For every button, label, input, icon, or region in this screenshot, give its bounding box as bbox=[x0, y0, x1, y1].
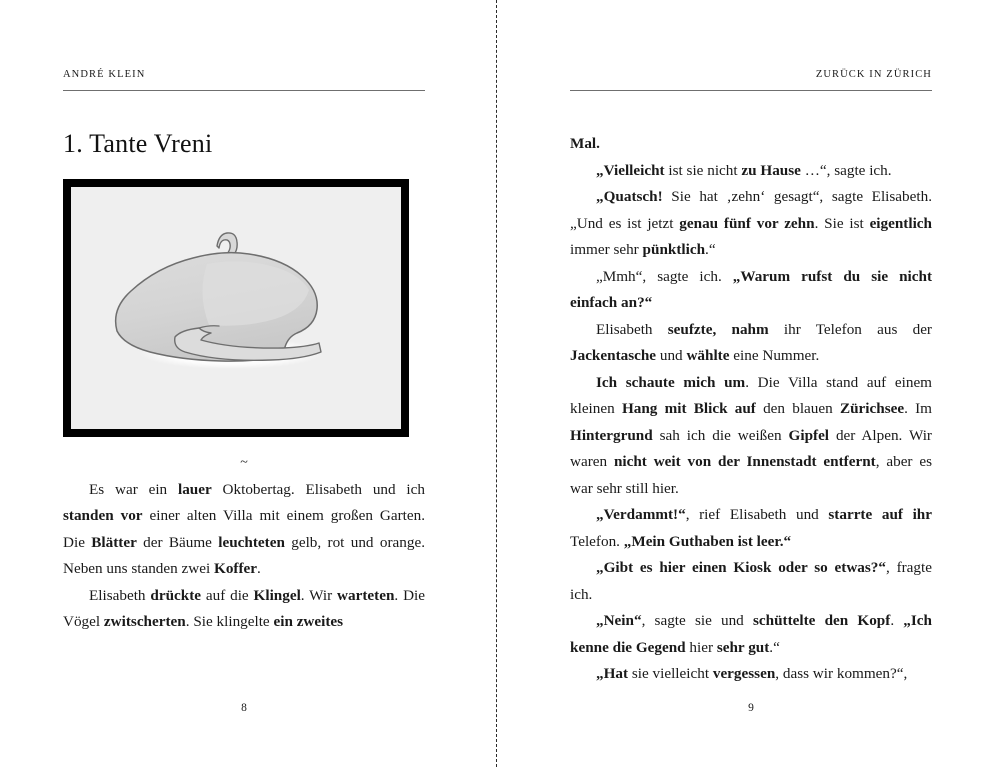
emphasized-text: Ich schaute mich um bbox=[596, 373, 746, 391]
plain-text: …“, sagte ich. bbox=[800, 161, 892, 179]
paragraph bbox=[570, 317, 932, 370]
emphasized-text: „Verdammt!“ bbox=[596, 506, 686, 523]
emphasized-text: „Warum rufst du sie nicht einfach an?“ bbox=[570, 267, 933, 311]
paragraph bbox=[570, 661, 932, 688]
emphasized-text: starrte auf ihr bbox=[828, 506, 932, 523]
section-ornament: ~ bbox=[240, 454, 248, 470]
emphasized-text: zwitscherten bbox=[103, 613, 186, 631]
plain-text: hier bbox=[685, 638, 717, 656]
beret-illustration bbox=[71, 187, 401, 429]
plain-text: und bbox=[656, 347, 687, 364]
plain-text: Elisabeth bbox=[596, 320, 668, 338]
plain-text: . bbox=[890, 612, 904, 629]
paragraph bbox=[63, 583, 425, 636]
emphasized-text: seufzte, nahm bbox=[667, 320, 769, 338]
emphasized-text: „Gibt es hier einen Kiosk oder so etwas?“ bbox=[596, 559, 886, 576]
header-rule-right bbox=[570, 90, 932, 91]
chapter-title: 1. Tante Vreni bbox=[63, 129, 213, 158]
paragraph bbox=[570, 264, 932, 317]
emphasized-text: nicht weit von der Innenstadt entfernt bbox=[613, 453, 876, 470]
emphasized-text: Koffer bbox=[214, 560, 258, 578]
running-head-title bbox=[570, 68, 932, 82]
plain-text: . Im bbox=[904, 400, 932, 417]
spread-gutter-divider bbox=[496, 0, 497, 767]
emphasized-text: drückte bbox=[150, 586, 201, 604]
plain-text: den blauen bbox=[755, 400, 840, 417]
plain-text: , rief Elisabeth und bbox=[685, 506, 829, 523]
emphasized-text: Mal. bbox=[570, 135, 600, 152]
plain-text: . Die Villa stand auf einem kleinen bbox=[570, 373, 932, 417]
plain-text: .“ bbox=[705, 241, 716, 258]
emphasized-text: Hang mit Blick auf bbox=[621, 400, 756, 417]
paragraph bbox=[570, 370, 932, 503]
emphasized-text: „Hat bbox=[596, 665, 629, 682]
paragraph bbox=[63, 477, 425, 583]
emphasized-text: wählte bbox=[686, 347, 730, 364]
plain-text: sah ich die weißen bbox=[652, 426, 789, 444]
emphasized-text: „Mein Guthaben ist leer.“ bbox=[623, 532, 792, 550]
emphasized-text: „Ich kenne die Gegend bbox=[570, 612, 932, 656]
page-number-left: 8 bbox=[241, 702, 247, 714]
emphasized-text: standen vor bbox=[63, 507, 143, 525]
emphasized-text: pünktlich bbox=[642, 241, 706, 258]
page-number-right: 9 bbox=[748, 702, 754, 714]
emphasized-text: Hintergrund bbox=[570, 426, 653, 444]
running-head-author-text: ANDRÉ KLEIN bbox=[63, 69, 146, 80]
plain-text: eine Nummer. bbox=[729, 347, 820, 364]
plain-text: , dass wir kommen?“, bbox=[775, 665, 908, 682]
emphasized-text: „Quatsch! bbox=[596, 188, 663, 205]
plain-text: „Mmh“, sagte ich. bbox=[596, 267, 733, 285]
plain-text: Telefon. bbox=[570, 532, 624, 550]
emphasized-text: Jackentasche bbox=[570, 347, 657, 364]
page-right-content bbox=[570, 68, 932, 688]
paragraph bbox=[570, 158, 932, 185]
plain-text: ihr Telefon aus der bbox=[768, 320, 932, 338]
paragraph bbox=[570, 131, 932, 158]
page-right bbox=[497, 0, 994, 767]
paragraph bbox=[570, 184, 932, 264]
plain-text: gelb, rot und orange. Neben uns standen zwei bbox=[63, 533, 425, 578]
emphasized-text: warteten bbox=[337, 586, 395, 604]
emphasized-text: Klingel bbox=[253, 586, 301, 604]
chapter-illustration-frame bbox=[63, 179, 409, 437]
emphasized-text: „Vielleicht bbox=[596, 161, 665, 179]
plain-text: auf die bbox=[201, 586, 254, 604]
plain-text: , fragte ich. bbox=[570, 559, 932, 603]
running-head-title-text: ZURÜCK IN ZÜRICH bbox=[815, 69, 932, 80]
plain-text: , aber es war sehr still hier. bbox=[570, 453, 932, 497]
emphasized-text: schüttelte den Kopf bbox=[752, 612, 891, 629]
plain-text: einer alten Villa mit einem großen Garten. Die bbox=[63, 507, 426, 551]
emphasized-text: Blätter bbox=[91, 533, 137, 551]
plain-text: .“ bbox=[769, 638, 780, 656]
plain-text: Es war ein bbox=[89, 480, 178, 498]
plain-text: , sagte sie und bbox=[641, 612, 753, 629]
plain-text: der Alpen. Wir waren bbox=[570, 426, 932, 470]
plain-text: . Wir bbox=[300, 586, 338, 604]
header-rule-left bbox=[63, 90, 425, 91]
left-body-text bbox=[63, 477, 425, 636]
plain-text: ist sie nicht bbox=[664, 161, 742, 179]
plain-text: . bbox=[257, 560, 261, 578]
right-body-text bbox=[570, 131, 932, 688]
plain-text: Oktobertag. Elisabeth und ich bbox=[211, 480, 425, 498]
emphasized-text: leuchteten bbox=[218, 533, 285, 551]
plain-text: immer sehr bbox=[570, 241, 643, 258]
emphasized-text: Gipfel bbox=[788, 426, 830, 444]
emphasized-text: Zürichsee bbox=[839, 400, 905, 417]
plain-text: . Die Vögel bbox=[63, 586, 425, 631]
running-head-author bbox=[63, 68, 425, 82]
plain-text: Sie hat ‚zehn‘ gesagt“, sagte Elisabeth. „Und es ist jetzt bbox=[570, 188, 932, 232]
plain-text: sie vielleicht bbox=[628, 665, 713, 682]
emphasized-text: lauer bbox=[177, 480, 212, 498]
page-left-content bbox=[63, 68, 425, 688]
plain-text: . Sie ist bbox=[814, 214, 870, 232]
emphasized-text: genau fünf vor zehn bbox=[679, 214, 815, 232]
paragraph bbox=[570, 555, 932, 608]
emphasized-text: ein zweites bbox=[273, 613, 344, 631]
plain-text: der Bäume bbox=[136, 533, 219, 551]
emphasized-text: zu Hause bbox=[741, 161, 801, 179]
plain-text: . Sie klingelte bbox=[185, 613, 274, 631]
plain-text: Elisabeth bbox=[89, 586, 151, 604]
emphasized-text: eigentlich bbox=[869, 214, 932, 232]
paragraph bbox=[570, 502, 932, 555]
paragraph bbox=[570, 608, 932, 661]
emphasized-text: „Nein“ bbox=[596, 612, 642, 629]
emphasized-text: sehr gut bbox=[716, 638, 770, 656]
emphasized-text: vergessen bbox=[712, 665, 776, 682]
